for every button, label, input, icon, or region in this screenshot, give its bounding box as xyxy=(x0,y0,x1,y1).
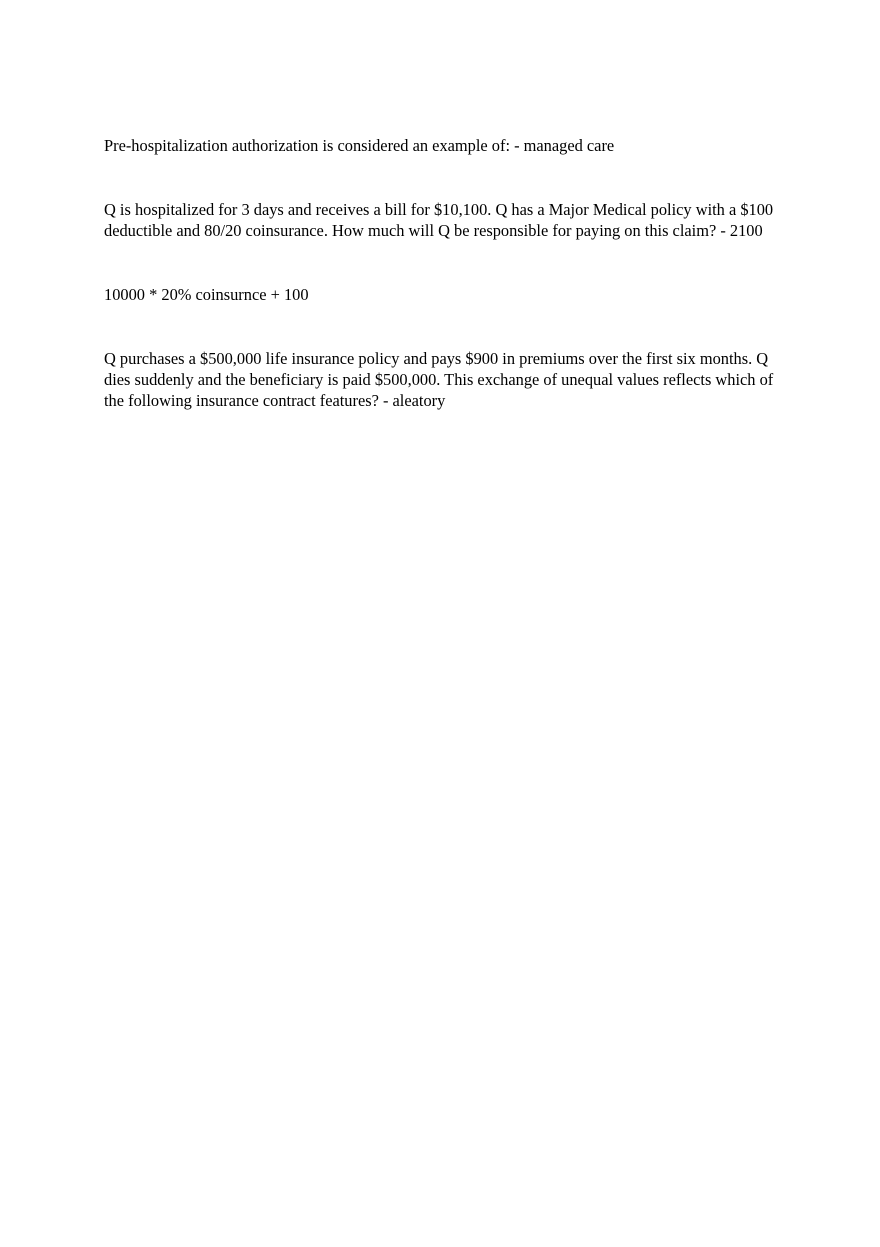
paragraph-aleatory-question: Q purchases a $500,000 life insurance policy and pays $900 in premiums over the first six months. Q dies suddenly and the beneficiary is paid $500,000. This exchange of unequal values reflects which of the following insurance contract features? - aleatory xyxy=(104,349,774,410)
paragraph-hospital-bill-question: Q is hospitalized for 3 days and receives a bill for $10,100. Q has a Major Medical policy with a $100 deductible and 80/20 coinsurance. How much will Q be responsible for paying on this claim? - 2100 xyxy=(104,200,774,240)
paragraph-managed-care: Pre-hospitalization authorization is considered an example of: - managed care xyxy=(104,136,615,155)
document-body xyxy=(104,135,784,411)
paragraph-coinsurance-calculation: 10000 * 20% coinsurnce + 100 xyxy=(104,285,309,304)
